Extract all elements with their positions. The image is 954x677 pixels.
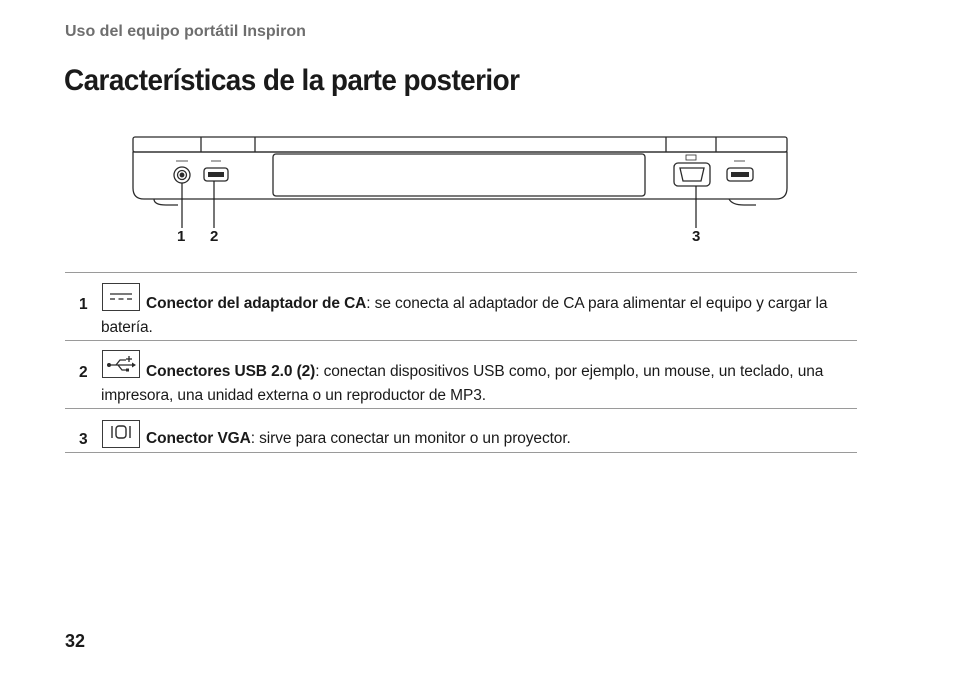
item-number: 2 [79, 364, 88, 381]
item-description: : conectan dispositivos USB como, por ejemplo, un mouse, un teclado, una impresora, una unidad externa o un reproductor de MP3. [101, 363, 824, 404]
callout-3: 3 [692, 228, 701, 245]
item-description: : sirve para conectar un monitor o un proyector. [250, 430, 571, 447]
list-item [65, 341, 857, 409]
callout-1: 1 [177, 228, 186, 245]
page-title: Características de la parte posterior [64, 64, 520, 97]
item-number: 1 [79, 296, 88, 313]
item-text [101, 292, 857, 340]
item-description: : se conecta al adaptador de CA para alimentar el equipo y cargar la batería. [101, 295, 828, 336]
connector-list [65, 272, 857, 453]
item-text [101, 360, 857, 408]
page-number: 32 [65, 631, 86, 651]
running-header: Uso del equipo portátil Inspiron [65, 23, 306, 40]
item-label: Conector del adaptador de CA [146, 295, 367, 312]
item-number: 3 [79, 431, 88, 448]
item-text [101, 427, 857, 451]
item-label: Conectores USB 2.0 (2) [146, 363, 316, 380]
laptop-back-view-illustration [0, 0, 954, 260]
list-item [65, 409, 857, 453]
list-item [65, 273, 857, 341]
item-label: Conector VGA [146, 430, 251, 447]
callout-2: 2 [210, 228, 219, 245]
